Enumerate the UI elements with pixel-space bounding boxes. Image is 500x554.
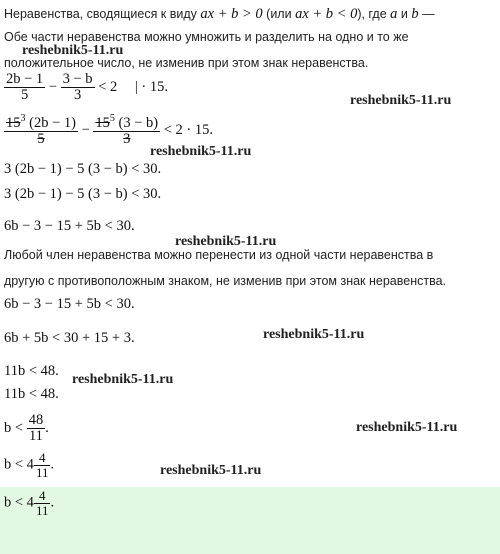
equation-10: b < $\frac{48}{11}$ . xyxy=(4,412,49,445)
equation-3: 3 (2b − 1) − 5 (3 − b) < 30. xyxy=(4,161,162,177)
watermark: reshebnik5-11.ru xyxy=(175,234,277,249)
watermark: reshebnik5-11.ru xyxy=(356,420,458,435)
equation-1: $\frac{2b - 1}{5}$ − $\frac{3 - b}{3}$ < 2 | · 15. xyxy=(6,71,168,104)
watermark: reshebnik5-11.ru xyxy=(160,463,262,478)
watermark: reshebnik5-11.ru xyxy=(150,144,252,159)
rule1-line2: Обе части неравенства можно умножить и разделить на одно и то же xyxy=(4,30,409,44)
equation-9: 11b < 48. xyxy=(4,386,59,402)
answer-equation: b < 4 $\frac{4}{11}$ . xyxy=(4,488,55,518)
watermark: reshebnik5-11.ru xyxy=(350,93,452,108)
equation-11: b < 4 $\frac{4}{11}$ . xyxy=(4,450,55,480)
equation-6: 6b − 3 − 15 + 5b < 30. xyxy=(4,296,135,312)
rule2-line2: другую с противоположным знаком, не изменив при этом знак неравенства. xyxy=(4,274,446,288)
rule1-line1: Неравенства, сводящиеся к виду ax + b > 0 (или ax + b < 0), где a и b — xyxy=(4,6,435,22)
equation-4: 3 (2b − 1) − 5 (3 − b) < 30. xyxy=(4,186,162,202)
equation-2: $\frac{15^3 (2b - 1)}{5}$ − $\frac{15^5 (3 - b)}{3}$ < 2 · 15. xyxy=(6,113,214,148)
watermark: reshebnik5-11.ru xyxy=(263,327,365,342)
equation-5: 6b − 3 − 15 + 5b < 30. xyxy=(4,218,135,234)
equation-8: 11b < 48. xyxy=(4,363,59,379)
rule1-line3: положительное число, не изменив при этом знак неравенства. xyxy=(4,56,369,70)
rule2-line1: Любой член неравенства можно перенести из одной части неравенства в xyxy=(4,248,434,262)
equation-7: 6b + 5b < 30 + 15 + 3. xyxy=(4,330,135,346)
watermark: reshebnik5-11.ru xyxy=(72,372,174,387)
answer-highlight xyxy=(0,487,500,554)
watermark: reshebnik5-11.ru xyxy=(22,43,124,58)
